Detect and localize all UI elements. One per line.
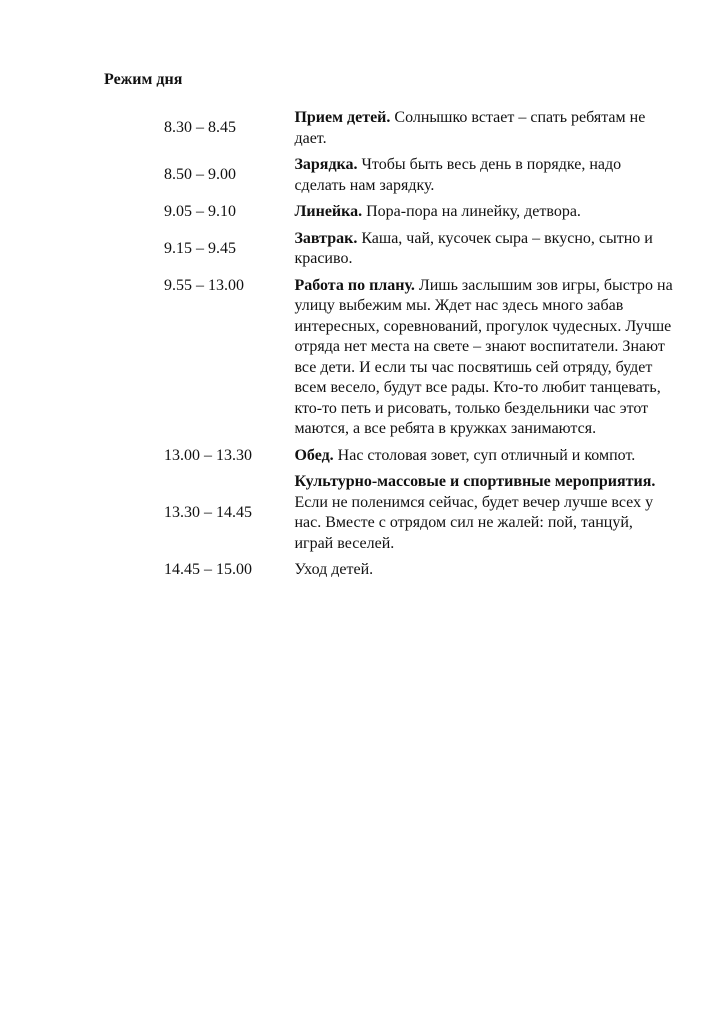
schedule-time: 9.05 – 9.10: [164, 203, 236, 220]
schedule-text: Каша, чай, кусочек сыра – вкусно, сытно и красиво.: [294, 229, 653, 267]
schedule-time: 13.30 – 14.45: [164, 503, 252, 521]
schedule-heading: Культурно-массовые и спортивные мероприятия.: [294, 473, 656, 490]
schedule-heading: Линейка.: [294, 203, 363, 220]
schedule-row: [164, 155, 674, 196]
schedule-row: [164, 202, 674, 223]
schedule-row: [164, 108, 674, 149]
schedule-description: [294, 276, 674, 440]
schedule-time: 8.30 – 8.45: [164, 119, 236, 137]
schedule-time: 8.50 – 9.00: [164, 166, 236, 184]
schedule-table: [164, 108, 674, 581]
schedule-description: [294, 229, 674, 270]
schedule-heading: Работа по плану.: [294, 276, 415, 294]
schedule-text: Если не поленимся сейчас, будет вечер лучше всех у нас. Вместе с отрядом сил не жалей: пой, танцуй, играй веселей.: [294, 493, 654, 552]
schedule-text: Солнышко встает – спать ребятам не дает.: [294, 109, 646, 147]
schedule-time: 9.15 – 9.45: [164, 239, 236, 257]
schedule-row: [164, 446, 674, 467]
schedule-description: [294, 202, 674, 223]
schedule-heading: Завтрак.: [294, 229, 358, 247]
schedule-description: [294, 155, 674, 196]
schedule-row: [164, 276, 674, 440]
schedule-time: 14.45 – 15.00: [164, 561, 252, 578]
schedule-row: [164, 472, 674, 554]
schedule-time: 9.55 – 13.00: [164, 276, 244, 294]
schedule-text: Лишь заслышим зов игры, быстро на улицу выбежим мы. Ждет нас здесь много забав интересных, соревнований, прогулок чудесных. Лучше отряда нет места на свете – знают воспитатели. Знают все дети. И если ты час посвятишь сей отряду, будет всем весело, будут все рады. Кто-то любит танцевать, кто-то петь и рисовать, только бездельники час этот маются, а все ребята в кружках занимаются.: [294, 276, 673, 437]
schedule-text: Уход детей.: [294, 561, 374, 578]
schedule-text: Чтобы быть весь день в порядке, надо сделать нам зарядку.: [294, 156, 622, 194]
schedule-heading: Обед.: [294, 446, 334, 464]
document-title: Режим дня: [104, 71, 183, 88]
schedule-description: [294, 472, 674, 554]
schedule-text: Пора-пора на линейку, детвора.: [362, 203, 581, 220]
schedule-row: [164, 229, 674, 270]
schedule-description: [294, 446, 674, 467]
schedule-description: [294, 560, 674, 581]
schedule-heading: Зарядка.: [294, 156, 358, 173]
schedule-text: Нас столовая зовет, суп отличный и компот.: [333, 446, 636, 464]
schedule-heading: Прием детей.: [294, 109, 391, 126]
schedule-description: [294, 108, 674, 149]
schedule-time: 13.00 – 13.30: [164, 446, 252, 464]
schedule-row: [164, 560, 674, 581]
